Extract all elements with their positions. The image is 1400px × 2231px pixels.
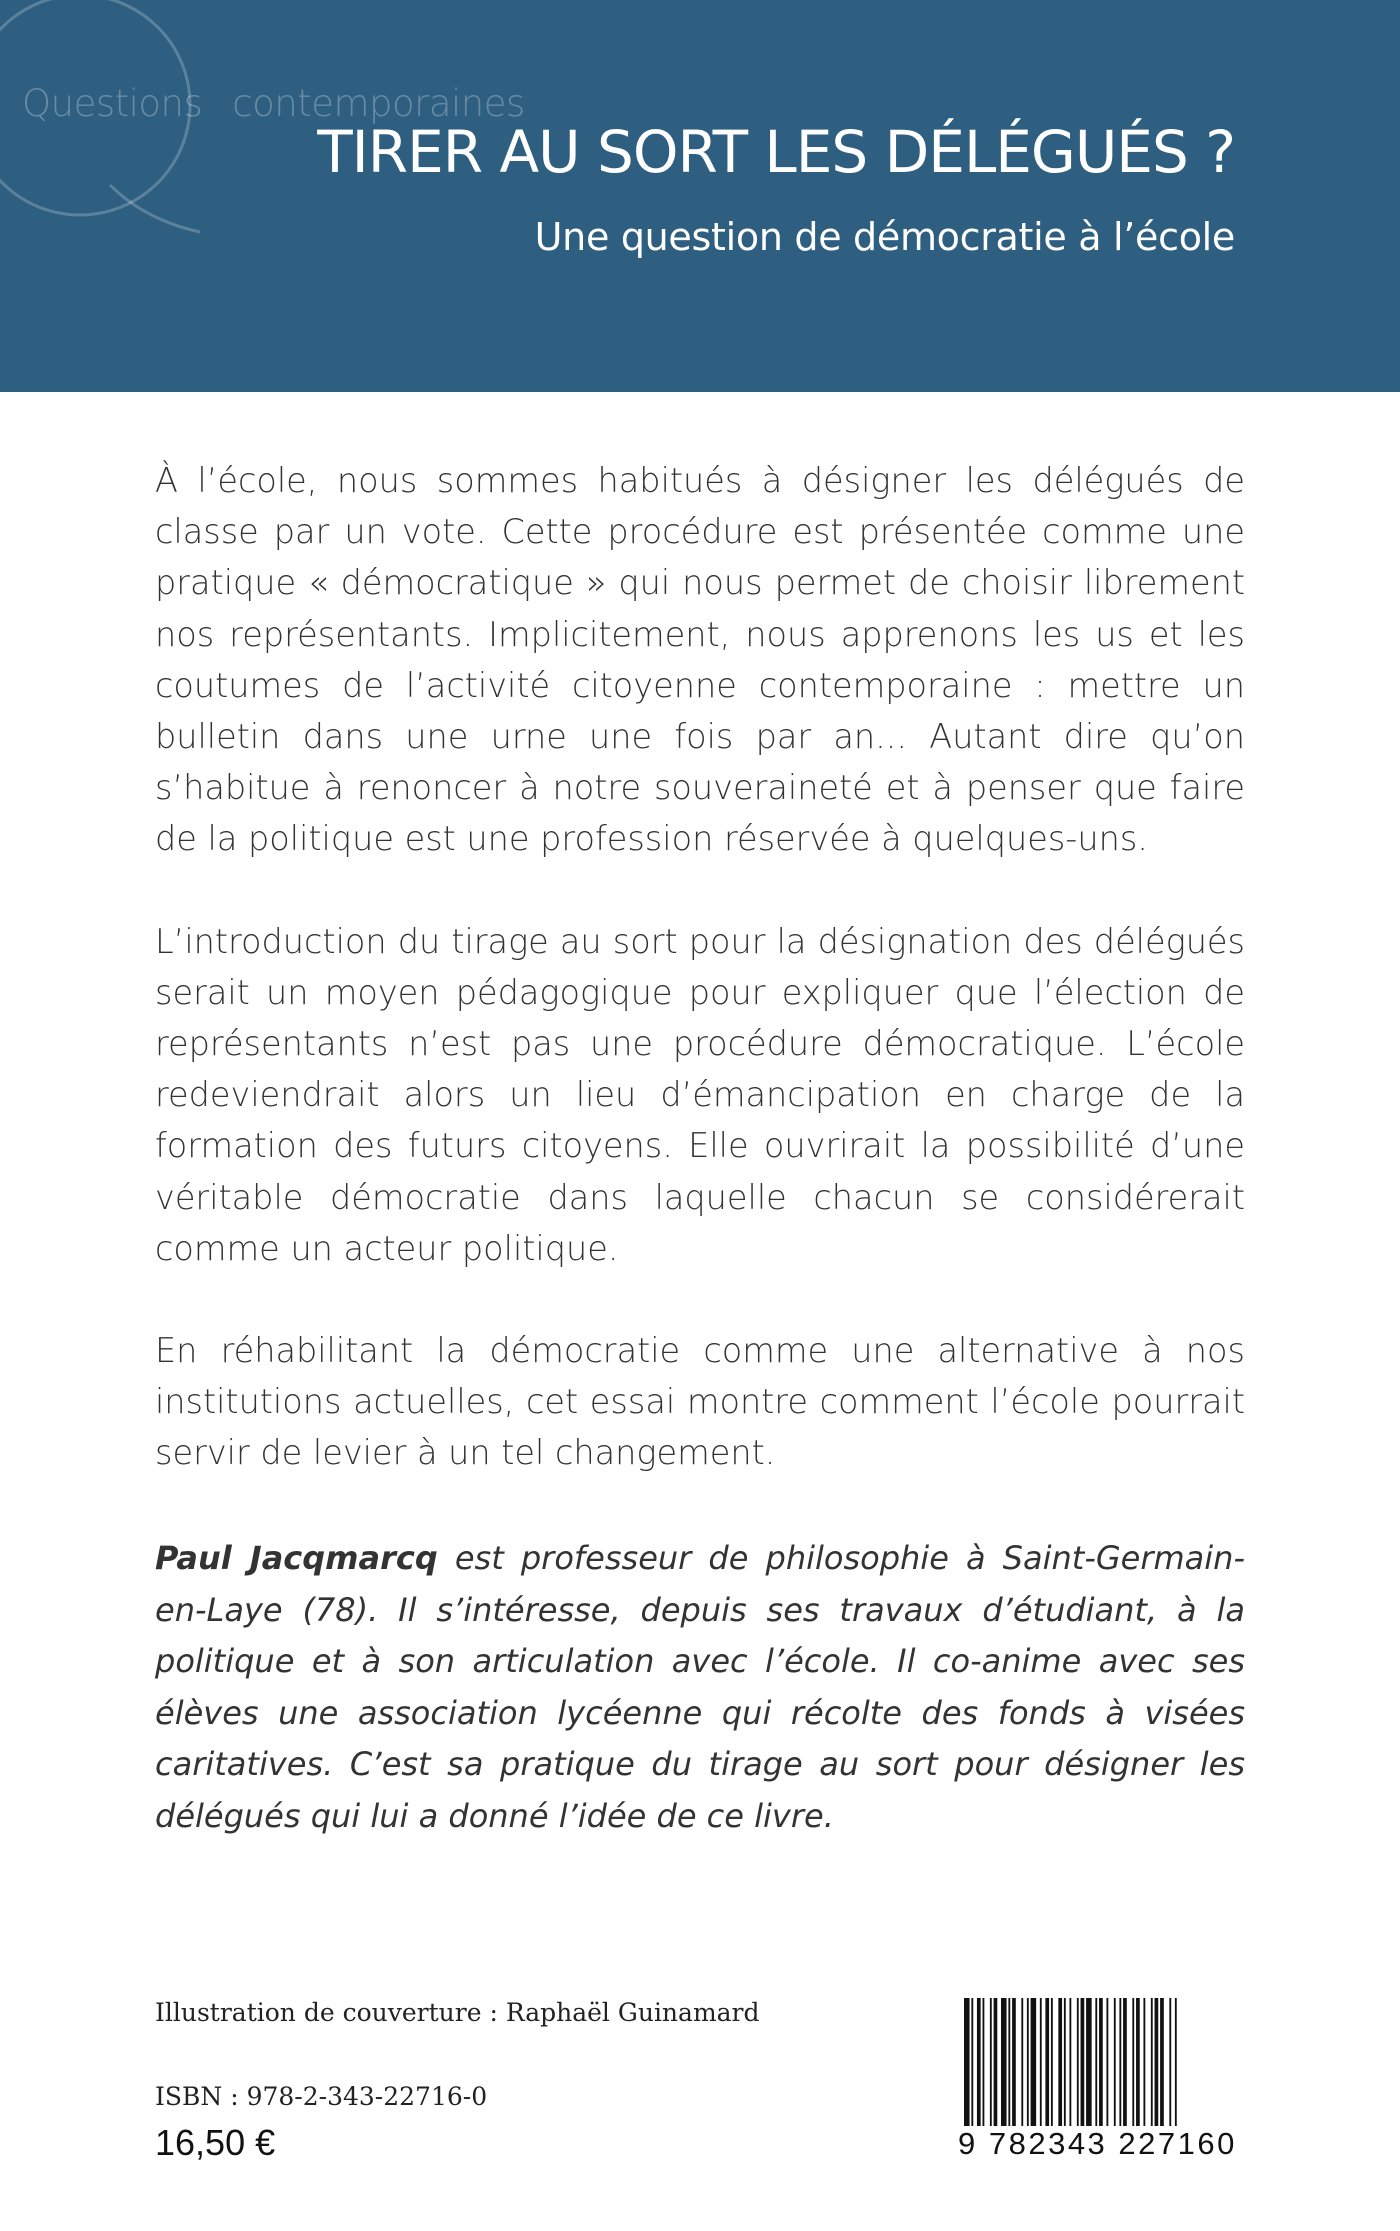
series-name-word-1: Questions [22, 82, 203, 125]
barcode-digits: 9 782343 227160 [958, 2126, 1237, 2161]
blurb-paragraph-1: À l’école, nous sommes habitués à désigner les délégués de classe par un vote. Cette procédure est présentée comme une pratique « démocratique » qui nous permet de choisir librement nos représentants. Implicitement, nous apprenons les us et les coutumes de l’activité citoyenne contemporaine : mettre un bulletin dans une urne une fois par an... Autant dire qu’on s’habitue à renoncer à notre souveraineté et à penser que faire de la politique est une profession réservée à quelques-uns. [155, 461, 1245, 859]
barcode-icon [958, 1998, 1237, 2194]
author-name: Paul Jacqmarcq [155, 1539, 438, 1577]
blurb-paragraph-2: L’introduction du tirage au sort pour la désignation des délégués serait un moyen pédagogique pour expliquer que l’élection de représentants n’est pas une procédure démocratique. L’école redeviendrait alors un lieu d’émancipation en charge de la formation des futurs citoyens. Elle ouvrirait la possibilité d’une véritable démocratie dans laquelle chacun se considérerait comme un acteur politique. [155, 921, 1245, 1268]
blurb [155, 455, 1245, 1530]
illustration-credit: Illustration de couverture : Raphaël Guinamard [155, 1998, 760, 2027]
blurb-paragraph-3: En réhabilitant la démocratie comme une alternative à nos institutions actuelles, cet essai montre comment l’école pourrait servir de levier à un tel changement. [155, 1331, 1245, 1473]
q-logo-icon [0, 0, 210, 250]
price: 16,50 € [155, 2122, 276, 2163]
book-title: TIRER AU SORT LES DÉLÉGUÉS ? [317, 118, 1235, 186]
author-bio-text: est professeur de philosophie à Saint-Germain-en-Laye (78). Il s’intéresse, depuis ses travaux d’étudiant, à la politique et à son articulation avec l’école. Il co-anime avec ses élèves une association lycéenne qui récolte des fonds à visées caritatives. C’est sa pratique du tirage au sort pour désigner les délégués qui lui a donné l’idée de ce livre. [155, 1539, 1246, 1835]
book-subtitle: Une question de démocratie à l’école [534, 215, 1235, 259]
cover-header-band [0, 0, 1400, 392]
author-bio [155, 1533, 1245, 1842]
series-name-word-2: contemporaines [232, 82, 525, 125]
isbn: ISBN : 978-2-343-22716-0 [155, 2082, 488, 2111]
